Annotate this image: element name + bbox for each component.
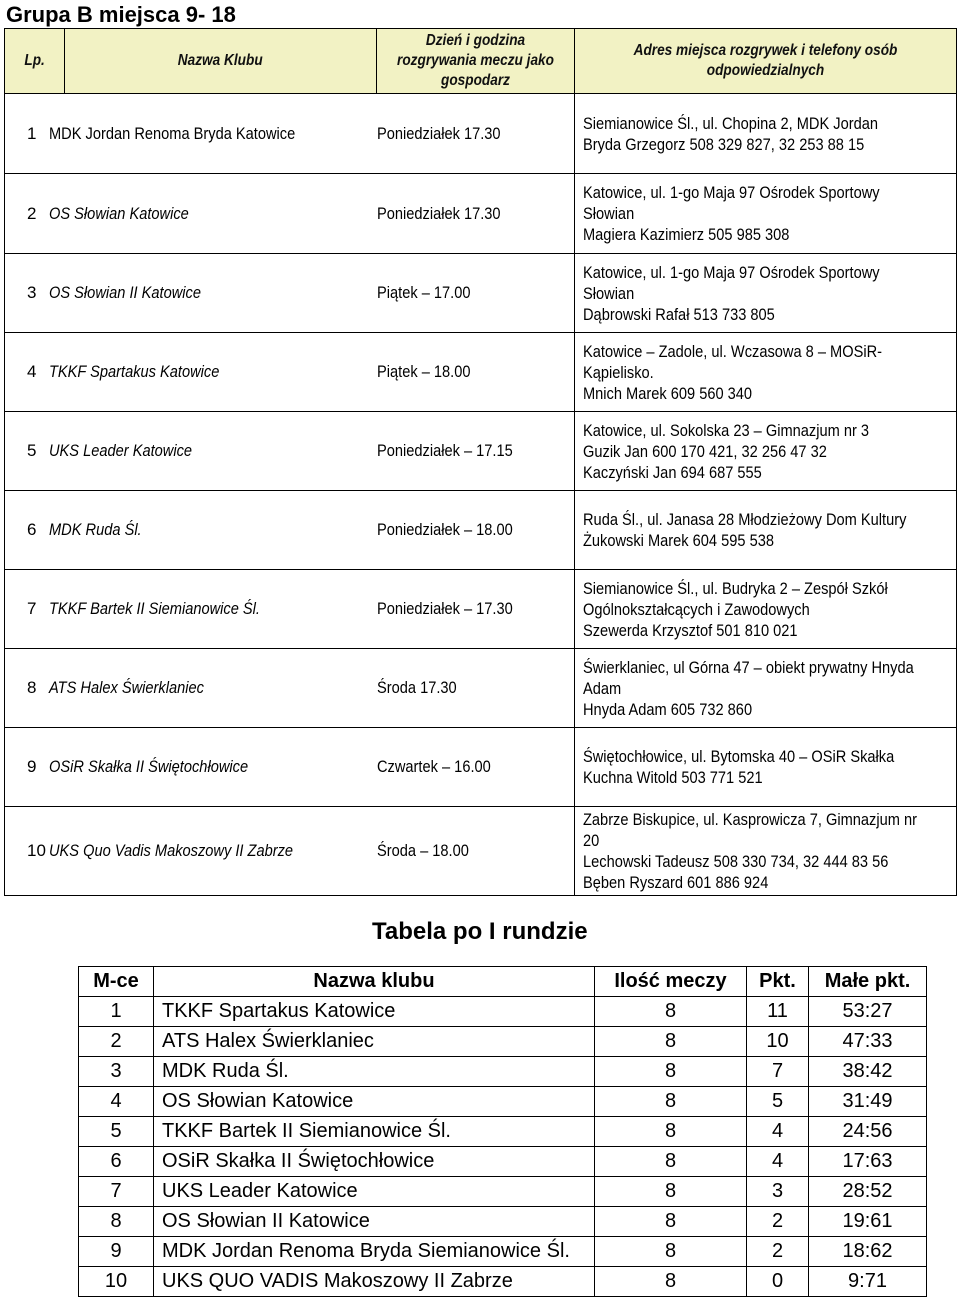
small-points: 24:56 <box>809 1117 927 1147</box>
club-name: UKS Quo Vadis Makoszowy II Zabrze <box>49 841 294 860</box>
address-line: Szewerda Krzysztof 501 810 021 <box>583 620 798 640</box>
address-line: Słowian <box>583 283 635 303</box>
small-points: 38:42 <box>809 1057 927 1087</box>
small-points: 53:27 <box>809 997 927 1027</box>
schedule-club-cell <box>5 94 575 174</box>
schedule-club-cell <box>5 728 575 807</box>
address-cell <box>575 254 957 333</box>
schedule-row <box>5 728 957 807</box>
position: 9 <box>79 1237 154 1267</box>
match-time: Poniedziałek 17.30 <box>377 203 501 223</box>
match-time: Piątek – 17.00 <box>377 283 471 302</box>
row-number: 3 <box>27 283 37 302</box>
address-cell <box>575 491 957 570</box>
address-line: Guzik Jan 600 170 421, 32 256 47 32 <box>583 441 827 461</box>
address-line: Kuchna Witold 503 771 521 <box>583 768 763 787</box>
club-name: ATS Halex Świerklaniec <box>154 1027 595 1057</box>
position: 7 <box>79 1177 154 1207</box>
points: 4 <box>747 1117 809 1147</box>
club-name: OSiR Skałka II Świętochłowice <box>49 757 249 776</box>
schedule-row <box>5 649 957 728</box>
address-cell <box>575 94 957 174</box>
points: 5 <box>747 1087 809 1117</box>
games-count: 8 <box>595 1057 747 1087</box>
standings-row <box>79 1087 927 1117</box>
match-time: Poniedziałek 17.30 <box>377 123 501 143</box>
points: 2 <box>747 1237 809 1267</box>
row-number: 1 <box>27 123 37 143</box>
position: 1 <box>79 997 154 1027</box>
club-name: TKKF Spartakus Katowice <box>154 997 595 1027</box>
header-lp: Lp. <box>5 29 65 94</box>
schedule-row <box>5 333 957 412</box>
match-time: Piątek – 18.00 <box>377 362 471 381</box>
schedule-club-cell <box>5 174 575 254</box>
position: 6 <box>79 1147 154 1177</box>
header-pos: M-ce <box>79 967 154 997</box>
address-cell <box>575 412 957 491</box>
club-name: OS Słowian II Katowice <box>154 1207 595 1237</box>
schedule-club-cell <box>5 491 575 570</box>
schedule-club-cell <box>5 807 575 896</box>
schedule-row <box>5 254 957 333</box>
address-cell <box>575 333 957 412</box>
address-line: Zabrze Biskupice, ul. Kasprowicza 7, Gimnazjum nr <box>583 810 917 829</box>
schedule-row <box>5 491 957 570</box>
address-line: Siemianowice Śl., ul. Budryka 2 – Zespół Szkół <box>583 578 888 598</box>
points: 2 <box>747 1207 809 1237</box>
schedule-club-cell <box>5 649 575 728</box>
address-line: Katowice, ul. 1-go Maja 97 Ośrodek Sportowy <box>583 262 880 282</box>
address-line: Świerklaniec, ul Górna 47 – obiekt prywatny Hnyda <box>583 657 914 677</box>
club-name: MDK Jordan Renoma Bryda Katowice <box>49 123 296 143</box>
standings-table <box>78 966 927 1297</box>
schedule-club-cell <box>5 412 575 491</box>
club-name: TKKF Bartek II Siemianowice Śl. <box>49 599 260 618</box>
small-points: 19:61 <box>809 1207 927 1237</box>
address-line: Katowice, ul. Sokolska 23 – Gimnazjum nr 3 <box>583 420 870 440</box>
games-count: 8 <box>595 1147 747 1177</box>
match-time: Poniedziałek – 18.00 <box>377 520 513 539</box>
standings-row <box>79 1237 927 1267</box>
points: 10 <box>747 1027 809 1057</box>
club-name: MDK Jordan Renoma Bryda Siemianowice Śl. <box>154 1237 595 1267</box>
row-number: 8 <box>27 678 37 697</box>
address-line: Siemianowice Śl., ul. Chopina 2, MDK Jordan <box>583 113 878 133</box>
club-name: UKS QUO VADIS Makoszowy II Zabrze <box>154 1267 595 1297</box>
standings-title: Tabela po I rundzie <box>372 918 588 945</box>
address-line: 20 <box>583 831 600 850</box>
club-name: UKS Leader Katowice <box>49 441 193 460</box>
address-line: Katowice – Zadole, ul. Wczasowa 8 – MOSiR- <box>583 341 883 361</box>
position: 2 <box>79 1027 154 1057</box>
match-time: Środa – 18.00 <box>377 841 469 860</box>
row-number: 10 <box>27 841 46 860</box>
header-club-name: Nazwa klubu <box>154 967 595 997</box>
address-line: Adam <box>583 678 622 698</box>
schedule-row <box>5 570 957 649</box>
schedule-club-cell <box>5 333 575 412</box>
schedule-club-cell <box>5 570 575 649</box>
address-line: Mnich Marek 609 560 340 <box>583 383 753 403</box>
small-points: 31:49 <box>809 1087 927 1117</box>
address-line: Ruda Śl., ul. Janasa 28 Młodzieżowy Dom Kultury <box>583 510 907 529</box>
match-time: Czwartek – 16.00 <box>377 757 491 776</box>
address-line: Świętochłowice, ul. Bytomska 40 – OSiR Skałka <box>583 747 895 766</box>
row-number: 5 <box>27 441 37 460</box>
standings-row <box>79 997 927 1027</box>
small-points: 17:63 <box>809 1147 927 1177</box>
games-count: 8 <box>595 1207 747 1237</box>
games-count: 8 <box>595 1117 747 1147</box>
club-name: OSiR Skałka II Świętochłowice <box>154 1147 595 1177</box>
address-line: Ogólnokształcących i Zawodowych <box>583 599 810 619</box>
match-time: Środa 17.30 <box>377 678 457 697</box>
small-points: 9:71 <box>809 1267 927 1297</box>
header-address: Adres miejsca rozgrywek i telefony osób odpowiedzialnych <box>575 29 957 94</box>
small-points: 47:33 <box>809 1027 927 1057</box>
standings-header-row <box>79 967 927 997</box>
club-name: OS Słowian Katowice <box>49 203 189 223</box>
standings-row <box>79 1177 927 1207</box>
match-time: Poniedziałek – 17.15 <box>377 441 513 460</box>
address-cell <box>575 174 957 254</box>
address-line: Magiera Kazimierz 505 985 308 <box>583 225 790 244</box>
schedule-row <box>5 807 957 896</box>
row-number: 7 <box>27 599 37 618</box>
header-club: Nazwa Klubu <box>65 29 377 94</box>
games-count: 8 <box>595 1237 747 1267</box>
standings-row <box>79 1027 927 1057</box>
small-points: 28:52 <box>809 1177 927 1207</box>
address-line: Lechowski Tadeusz 508 330 734, 32 444 83 56 <box>583 852 889 871</box>
games-count: 8 <box>595 1087 747 1117</box>
club-name: UKS Leader Katowice <box>154 1177 595 1207</box>
club-name: TKKF Spartakus Katowice <box>49 362 220 381</box>
club-name: OS Słowian II Katowice <box>49 283 201 302</box>
row-number: 6 <box>27 520 37 539</box>
match-time: Poniedziałek – 17.30 <box>377 599 513 618</box>
row-number: 9 <box>27 757 37 776</box>
address-line: Żukowski Marek 604 595 538 <box>583 531 774 550</box>
row-number: 4 <box>27 362 37 381</box>
address-line: Katowice, ul. 1-go Maja 97 Ośrodek Sportowy <box>583 183 880 202</box>
points: 4 <box>747 1147 809 1177</box>
position: 5 <box>79 1117 154 1147</box>
standings-row <box>79 1147 927 1177</box>
schedule-header-row <box>5 29 957 94</box>
points: 11 <box>747 997 809 1027</box>
games-count: 8 <box>595 1267 747 1297</box>
club-name: MDK Ruda Śl. <box>154 1057 595 1087</box>
standings-row <box>79 1207 927 1237</box>
standings-row <box>79 1267 927 1297</box>
address-cell <box>575 728 957 807</box>
club-name: MDK Ruda Śl. <box>49 520 142 539</box>
address-line: Dąbrowski Rafał 513 733 805 <box>583 304 775 324</box>
page-title: Grupa B miejsca 9- 18 <box>6 2 236 27</box>
address-line: Kąpielisko. <box>583 362 654 382</box>
address-line: Bęben Ryszard 601 886 924 <box>583 873 769 892</box>
address-line: Kaczyński Jan 694 687 555 <box>583 462 762 482</box>
points: 0 <box>747 1267 809 1297</box>
address-cell <box>575 570 957 649</box>
address-cell <box>575 649 957 728</box>
games-count: 8 <box>595 1027 747 1057</box>
points: 7 <box>747 1057 809 1087</box>
club-name: ATS Halex Świerklaniec <box>49 678 204 697</box>
schedule-row <box>5 94 957 174</box>
games-count: 8 <box>595 1177 747 1207</box>
address-cell <box>575 807 957 896</box>
small-points: 18:62 <box>809 1237 927 1267</box>
position: 4 <box>79 1087 154 1117</box>
header-time: Dzień i godzina rozgrywania meczu jako gospodarz <box>377 29 575 94</box>
standings-row <box>79 1117 927 1147</box>
position: 8 <box>79 1207 154 1237</box>
schedule-row <box>5 174 957 254</box>
schedule-row <box>5 412 957 491</box>
club-name: TKKF Bartek II Siemianowice Śl. <box>154 1117 595 1147</box>
row-number: 2 <box>27 203 37 223</box>
position: 3 <box>79 1057 154 1087</box>
games-count: 8 <box>595 997 747 1027</box>
header-games: Ilość meczy <box>595 967 747 997</box>
position: 10 <box>79 1267 154 1297</box>
header-small-points: Małe pkt. <box>809 967 927 997</box>
schedule-club-cell <box>5 254 575 333</box>
address-line: Słowian <box>583 204 635 223</box>
standings-row <box>79 1057 927 1087</box>
club-name: OS Słowian Katowice <box>154 1087 595 1117</box>
address-line: Bryda Grzegorz 508 329 827, 32 253 88 15 <box>583 134 865 154</box>
schedule-table <box>4 28 957 896</box>
address-line: Hnyda Adam 605 732 860 <box>583 699 753 719</box>
points: 3 <box>747 1177 809 1207</box>
header-points: Pkt. <box>747 967 809 997</box>
